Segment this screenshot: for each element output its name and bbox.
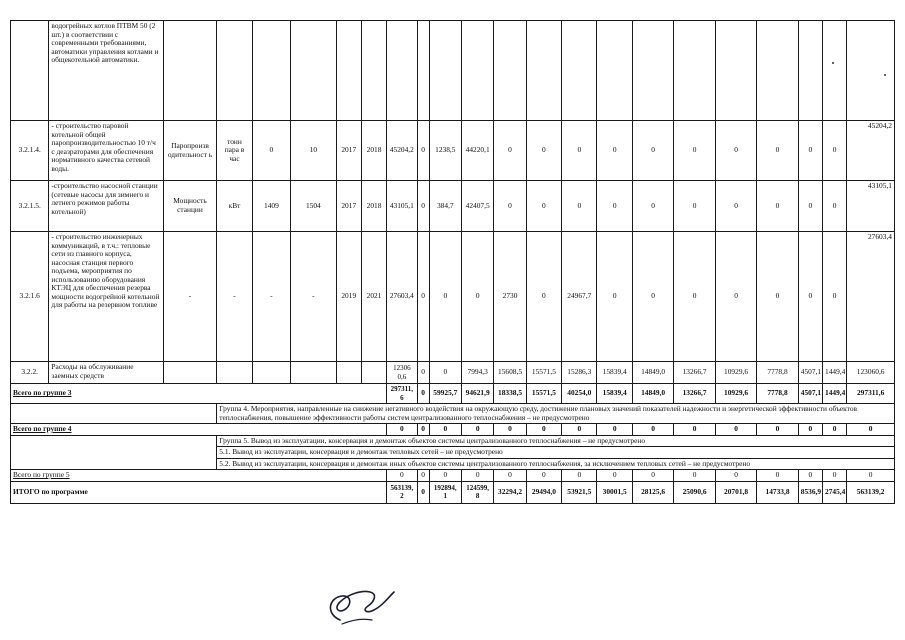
- year-value: 14849,0: [632, 384, 673, 404]
- row-code: 3.2.1.6: [11, 232, 49, 362]
- total-cost: 27603,4: [387, 232, 417, 362]
- year-value: 0: [715, 121, 756, 181]
- year-value: 0: [798, 232, 822, 362]
- year-value: 53921,5: [562, 481, 597, 503]
- year-value: 0: [494, 470, 526, 482]
- year-value: 0: [429, 362, 461, 384]
- year-value: 0: [526, 470, 561, 482]
- parameter: Паропроизв одительност ь: [163, 121, 217, 181]
- year-value: 0: [798, 181, 822, 232]
- year-value: 15571,5: [526, 384, 561, 404]
- investment-program-table: [10, 20, 895, 504]
- year-value: 0: [417, 424, 429, 436]
- row-code: 3.2.1.5.: [11, 181, 49, 232]
- table-row: [11, 21, 895, 121]
- year-value: 0: [494, 121, 526, 181]
- year-value: 0: [526, 232, 561, 362]
- year-value: 0: [715, 470, 756, 482]
- row-code: 3.2.1.4.: [11, 121, 49, 181]
- group-heading-row: [11, 435, 895, 447]
- year-value: 20701,8: [715, 481, 756, 503]
- year-value: 0: [823, 121, 847, 181]
- table-row: [11, 121, 895, 181]
- table-row: [11, 232, 895, 362]
- row-sum: 27603,4: [847, 232, 895, 362]
- year-value: 0: [632, 232, 673, 362]
- year-value: 0: [461, 232, 493, 362]
- year-value: 30001,5: [597, 481, 632, 503]
- year-value: 0: [562, 181, 597, 232]
- year-value: 0: [417, 362, 429, 384]
- row-sum: 563139,2: [847, 481, 895, 503]
- row-description: водогрейных котлов ПТВМ 50 (2 шт.) в соответствии с современными требованиями, автоматики управления котлами и общекотельной автоматики.: [49, 21, 163, 121]
- group-total-label: Всего по группе 5: [11, 470, 387, 482]
- total-cost: 12306 0,6: [387, 362, 417, 384]
- year-value: 0: [417, 384, 429, 404]
- year-value: 14733,8: [757, 481, 798, 503]
- value-after: -: [291, 232, 337, 362]
- row-description: - строительство инженерных коммуникаций, в т.ч.: тепловые сети из главного корпуса, насосная станция первого подъема, мероприятия по использованию оборудования КТЭЦ для обеспечения резерва мощности водогрейной котельной для работы на резервном топливе: [49, 232, 163, 362]
- parameter: -: [163, 232, 217, 362]
- year-value: 0: [562, 121, 597, 181]
- year-value: 94621,9: [461, 384, 493, 404]
- year-value: 0: [597, 470, 632, 482]
- year-value: 0: [757, 181, 798, 232]
- year-value: 0: [429, 470, 461, 482]
- year-value: 13266,7: [674, 362, 715, 384]
- year-value: 0: [526, 121, 561, 181]
- table-row: [11, 362, 895, 384]
- total-cost: 43105,1: [387, 181, 417, 232]
- scan-speck: [884, 74, 886, 76]
- year-value: 59925,7: [429, 384, 461, 404]
- value-after: 1504: [291, 181, 337, 232]
- year-value: 0: [494, 424, 526, 436]
- year-value: 0: [823, 470, 847, 482]
- year-value: 14849,0: [632, 362, 673, 384]
- group-total-row: [11, 470, 895, 482]
- year-value: 40254,0: [562, 384, 597, 404]
- year-value: 42407,5: [461, 181, 493, 232]
- year-value: 0: [526, 181, 561, 232]
- total-cost: 563139, 2: [387, 481, 417, 503]
- handwritten-signature: [322, 580, 400, 628]
- year-value: 4507,1: [798, 384, 822, 404]
- unit: тонн пара в час: [217, 121, 252, 181]
- year-value: 0: [823, 232, 847, 362]
- year-value: 0: [674, 121, 715, 181]
- year-value: 0: [715, 181, 756, 232]
- row-description: - строительство паровой котельной общей паропроизводительностью 10 т/ч с деазраторами для обеспечения нормативного качества сетевой воды.: [49, 121, 163, 181]
- group-total-label: Всего по группе 3: [11, 384, 387, 404]
- scan-speck: [832, 62, 834, 64]
- year-start: 2017: [336, 181, 361, 232]
- year-value: 2745,4: [823, 481, 847, 503]
- year-value: 0: [429, 424, 461, 436]
- year-value: 10929,6: [715, 362, 756, 384]
- group-heading-row: [11, 404, 895, 424]
- year-value: 25090,6: [674, 481, 715, 503]
- parameter: Мощность станции: [163, 181, 217, 232]
- year-end: 2018: [361, 181, 386, 232]
- year-value: 1238,5: [429, 121, 461, 181]
- year-value: 8536,9: [798, 481, 822, 503]
- value-after: 10: [291, 121, 337, 181]
- year-start: 2017: [336, 121, 361, 181]
- year-value: 28125,6: [632, 481, 673, 503]
- row-sum: 43105,1: [847, 181, 895, 232]
- year-value: 0: [429, 232, 461, 362]
- year-value: 0: [823, 181, 847, 232]
- year-value: 0: [562, 470, 597, 482]
- row-sum: 0: [847, 470, 895, 482]
- year-value: 0: [674, 232, 715, 362]
- year-value: 0: [715, 232, 756, 362]
- year-value: 18338,5: [494, 384, 526, 404]
- group-total-row: [11, 424, 895, 436]
- year-value: 15839,4: [597, 362, 632, 384]
- value-before: 0: [252, 121, 290, 181]
- year-value: 0: [632, 470, 673, 482]
- year-value: 1449,4: [823, 384, 847, 404]
- year-value: 0: [632, 121, 673, 181]
- year-value: 0: [526, 424, 561, 436]
- year-value: 0: [597, 121, 632, 181]
- year-value: 0: [461, 424, 493, 436]
- program-total-row: [11, 481, 895, 503]
- year-value: 0: [674, 470, 715, 482]
- year-value: 0: [597, 232, 632, 362]
- row-description: Расходы на обслуживание заемных средств: [49, 362, 163, 384]
- year-value: 0: [417, 470, 429, 482]
- group-4-heading: Группа 4. Мероприятия, направленные на снижение негативного воздействия на окружающую среду, достижение плановых значений показателей надежности и энергетической эффективности объектов теплоснабжения, повышение эффективности работы систем централизованного теплоснабжения – не предусмотрено: [217, 404, 895, 424]
- year-value: 29494,0: [526, 481, 561, 503]
- year-value: 0: [674, 181, 715, 232]
- year-value: 15571,5: [526, 362, 561, 384]
- year-value: 384,7: [429, 181, 461, 232]
- year-value: 0: [757, 470, 798, 482]
- year-value: 0: [674, 424, 715, 436]
- total-cost: 297311, 6: [387, 384, 417, 404]
- year-value: 192894, 1: [429, 481, 461, 503]
- year-value: 0: [632, 424, 673, 436]
- year-value: 0: [798, 470, 822, 482]
- year-value: 2730: [494, 232, 526, 362]
- year-value: 32294,2: [494, 481, 526, 503]
- year-start: 2019: [336, 232, 361, 362]
- year-value: 0: [494, 181, 526, 232]
- year-value: 0: [597, 181, 632, 232]
- year-value: 124599, 8: [461, 481, 493, 503]
- year-value: 4507,1: [798, 362, 822, 384]
- group-5-2: 5.2. Вывод из эксплуатации, консервация и демонтаж иных объектов системы централизованного теплоснабжения, за исключением тепловых сетей – не предусмотрено: [217, 458, 895, 470]
- year-value: 0: [417, 481, 429, 503]
- year-value: 15608,5: [494, 362, 526, 384]
- year-value: 15286,3: [562, 362, 597, 384]
- group-5-heading: Группа 5. Вывод из эксплуатации, консервация и демонтаж объектов системы централизованного теплоснабжения – не предусмотрено: [217, 435, 895, 447]
- year-value: 0: [757, 232, 798, 362]
- group-5-1: 5.1. Вывод из эксплуатации, консервация и демонтаж тепловых сетей – не предусмотрено: [217, 447, 895, 459]
- row-sum: 297311,6: [847, 384, 895, 404]
- year-value: 10929,6: [715, 384, 756, 404]
- year-value: 44220,1: [461, 121, 493, 181]
- row-sum: 0: [847, 424, 895, 436]
- value-before: 1409: [252, 181, 290, 232]
- program-total-label: ИТОГО по программе: [11, 481, 387, 503]
- year-value: 0: [597, 424, 632, 436]
- year-value: 15839,4: [597, 384, 632, 404]
- row-code: 3.2.2.: [11, 362, 49, 384]
- unit: кВт: [217, 181, 252, 232]
- total-cost: 0: [387, 424, 417, 436]
- year-value: 0: [417, 232, 429, 362]
- year-value: 0: [461, 470, 493, 482]
- year-value: 0: [417, 181, 429, 232]
- year-value: 7778,8: [757, 384, 798, 404]
- year-value: 0: [798, 121, 822, 181]
- value-before: -: [252, 232, 290, 362]
- year-value: 1449,4: [823, 362, 847, 384]
- year-value: 24967,7: [562, 232, 597, 362]
- year-value: 0: [757, 424, 798, 436]
- year-value: 7994,3: [461, 362, 493, 384]
- year-value: 0: [823, 424, 847, 436]
- total-cost: 0: [387, 470, 417, 482]
- year-value: 13266,7: [674, 384, 715, 404]
- row-sum: 45204,2: [847, 121, 895, 181]
- row-code: [11, 21, 49, 121]
- year-value: 0: [562, 424, 597, 436]
- group-total-label: Всего по группе 4: [11, 424, 387, 436]
- year-end: 2018: [361, 121, 386, 181]
- total-cost: 45204,2: [387, 121, 417, 181]
- group-total-row: [11, 384, 895, 404]
- year-value: 0: [632, 181, 673, 232]
- table-row: [11, 181, 895, 232]
- year-value: 7778,8: [757, 362, 798, 384]
- year-value: 0: [417, 121, 429, 181]
- year-value: 0: [798, 424, 822, 436]
- year-value: 0: [715, 424, 756, 436]
- year-value: 0: [757, 121, 798, 181]
- row-sum: 123060,6: [847, 362, 895, 384]
- unit: -: [217, 232, 252, 362]
- row-description: -строительство насосной станции (сетевые насосы для зимнего и летнего режимов работы котельной): [49, 181, 163, 232]
- year-end: 2021: [361, 232, 386, 362]
